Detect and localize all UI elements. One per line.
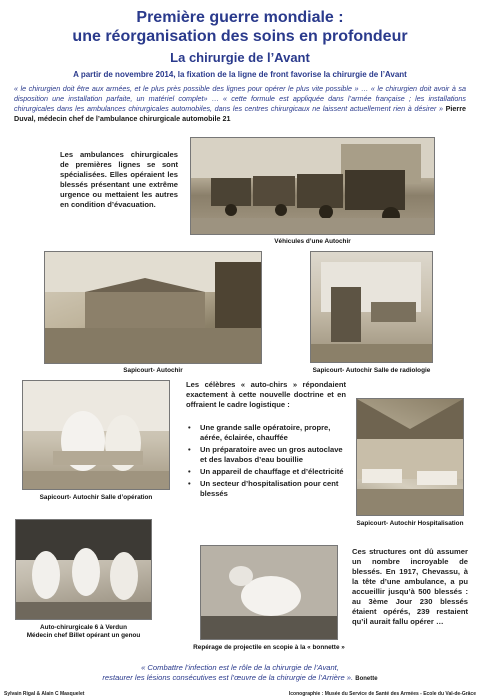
title-line1: Première guerre mondiale : — [136, 9, 344, 26]
structures-text: Ces structures ont dû assumer un nombre incroyable de blessés. En 1917, Chevassu, à la tête d’une ambulance, a pu accueillir jusqu’à 500 blessés : au 3ème Jour 230 blessés étaient opérés, 239 restaient qu’il aurait fallu opérer … — [352, 547, 468, 626]
subtitle: A partir de novembre 2014, la fixation de la ligne de front favorise la chirurgie de l’Avant — [73, 70, 407, 79]
vehicles-illustration — [191, 138, 434, 234]
quote-text: « le chirurgien doit être aux armées, et le plus près possible des lignes pour opérer le plus vite possible » … « le chirurgien doit avoir à sa disposition une installation parfaite, un matériel complet» … « cette formule est appliquée dans l’armée française ; les installations chirurgicales dans les ambulances chirurgicales automobiles, dans les centres chirurgicaux ne laissent actuellement rien à désirer » — [14, 84, 466, 113]
caption-verdun-line1: Auto-chirurgicale 6 à Verdun — [39, 624, 127, 631]
quote-author: Pierre Duval, médecin chef de l’ambulance chirurgicale automobile 21 — [14, 104, 466, 123]
closing-line1: « Combattre l’infection est le rôle de la chirurgie de l’Avant, — [141, 663, 339, 672]
operation-illustration — [23, 381, 169, 489]
photo-operation — [22, 380, 170, 490]
autochir-item: • Un appareil de chauffage et d’électricité — [186, 467, 346, 477]
footer-iconography: Iconographie : Musée du Service de Santé des Armées - Ecole du Val-de-Grâce — [288, 691, 476, 697]
caption-verdun-line2: Médecin chef Billet opérant un genou — [26, 632, 141, 639]
verdun-illustration — [16, 520, 151, 619]
photo-radiology — [310, 251, 433, 363]
closing-line2: restaurer les lésions consécutives est l’œuvre de la chirurgie de l’Arrière ». — [102, 673, 354, 682]
caption-verdun — [5, 624, 162, 640]
autochir-item: • Une grande salle opératoire, propre, aérée, éclairée, chauffée — [186, 423, 346, 443]
photo-scopie — [200, 545, 338, 640]
photo-verdun — [15, 519, 152, 620]
caption-sapicourt: Sapicourt- Autochir — [123, 367, 183, 374]
caption-vehicles: Véhicules d’une Autochir — [274, 238, 351, 245]
title-line3: La chirurgie de l’Avant — [170, 50, 310, 65]
footer-authors: Sylvain Rigal & Alain C Masquelet — [4, 691, 85, 697]
scopie-illustration — [201, 546, 337, 639]
intro-quote — [14, 84, 466, 124]
hospital-illustration — [357, 399, 463, 515]
radiology-illustration — [311, 252, 432, 362]
closing-author: Bonette — [355, 676, 378, 682]
title-line2: une réorganisation des soins en profondeur — [72, 28, 408, 45]
caption-scopie: Repérage de projectile en scopie à la « bonnette » — [193, 644, 345, 651]
intro-text: Les ambulances chirurgicales de premières lignes se sont spécialisées. Elles opéraient les blessés présentant une extrême urgence ou mettaient les autres en condition d’évacuation. — [60, 150, 178, 209]
photo-sapicourt — [44, 251, 262, 364]
caption-operation: Sapicourt- Autochir Salle d’opération — [39, 494, 153, 501]
closing-quote — [0, 663, 480, 684]
caption-radiology: Sapicourt- Autochir Salle de radiologie — [312, 367, 431, 374]
photo-vehicles — [190, 137, 435, 235]
autochir-intro: Les célèbres « auto-chirs » répondaient exactement à cette nouvelle doctrine et en offraient le cadre logistique : — [186, 380, 346, 409]
caption-hospital: Sapicourt- Autochir Hospitalisation — [356, 520, 464, 527]
autochir-item: • Un préparatoire avec un gros autoclave et des lavabos d’eau bouillie — [186, 445, 346, 465]
photo-hospital — [356, 398, 464, 516]
autochir-list — [186, 423, 346, 501]
autochir-item: • Un secteur d’hospitalisation pour cent blessés — [186, 479, 346, 499]
sapicourt-illustration — [45, 252, 261, 363]
